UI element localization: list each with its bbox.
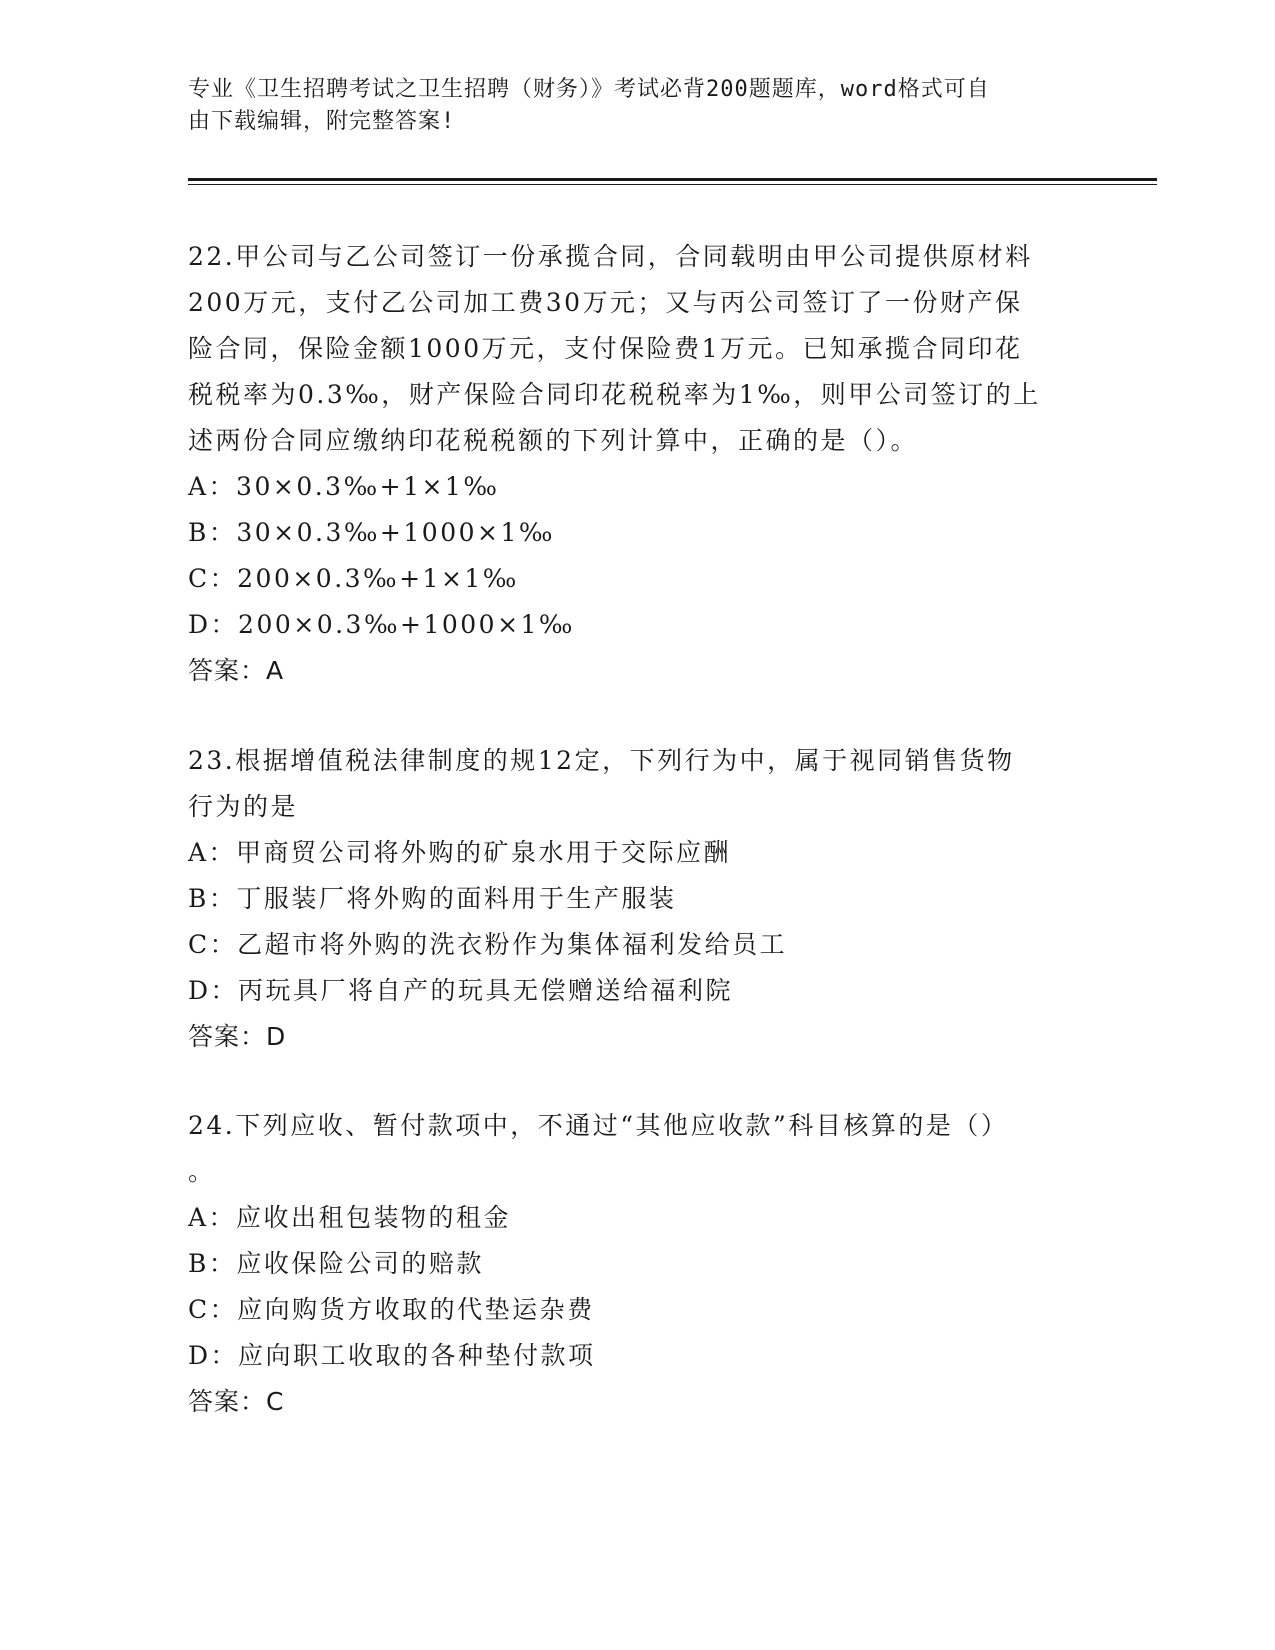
stem-line: 24.下列应收、暂付款项中，不通过“其他应收款”科目核算的是（） (188, 1111, 1009, 1140)
question-stem (188, 234, 1078, 464)
option-c: C：乙超市将外购的洗衣粉作为集体福利发给员工 (188, 930, 788, 959)
option-c: C：200×0.3‰+1×1‰ (188, 564, 519, 593)
option-d: D：200×0.3‰+1000×1‰ (188, 610, 575, 639)
stem-line: 200万元，支付乙公司加工费30万元；又与丙公司签订了一份财产保 (188, 288, 1023, 317)
stem-line: 险合同，保险金额1000万元，支付保险费1万元。已知承揽合同印花 (188, 334, 1023, 363)
answer: 答案：A (188, 656, 285, 685)
option-b: B：30×0.3‰+1000×1‰ (188, 518, 555, 547)
stem-line: 税税率为0.3‰，财产保险合同印花税税率为1‰，则甲公司签订的上 (188, 380, 1041, 409)
option-b: B：丁服装厂将外购的面料用于生产服装 (188, 884, 677, 913)
stem-line: 22.甲公司与乙公司签订一份承揽合同，合同载明由甲公司提供原材料 (188, 242, 1033, 271)
option-a: A：应收出租包装物的租金 (188, 1203, 512, 1232)
option-d: D：丙玩具厂将自产的玩具无偿赠送给福利院 (188, 976, 734, 1005)
option-a: A：甲商贸公司将外购的矿泉水用于交际应酬 (188, 838, 732, 867)
answer: 答案：C (188, 1387, 285, 1416)
option-a: A：30×0.3‰+1×1‰ (188, 472, 500, 501)
stem-line: 23.根据增值税法律制度的规12定，下列行为中，属于视同销售货物 (188, 746, 1015, 775)
option-b: B：应收保险公司的赔款 (188, 1249, 484, 1278)
stem-line: 行为的是 (188, 792, 299, 821)
question-23 (188, 738, 1078, 1060)
option-d: D：应向职工收取的各种垫付款项 (188, 1341, 596, 1370)
header-divider-thin (188, 184, 1157, 185)
header-divider-thick (188, 178, 1157, 181)
question-stem (188, 738, 1078, 830)
question-stem (188, 1103, 1078, 1195)
stem-line: 。 (188, 1157, 216, 1186)
header-line-1: 专业《卫生招聘考试之卫生招聘（财务）》考试必背200题题库，word格式可自 (188, 77, 990, 102)
question-24 (188, 1103, 1078, 1425)
document-header (188, 74, 1068, 138)
answer: 答案：D (188, 1022, 287, 1051)
question-22 (188, 234, 1078, 694)
header-line-2: 由下载编辑，附完整答案! (188, 109, 456, 134)
stem-line: 述两份合同应缴纳印花税税额的下列计算中，正确的是（）。 (188, 426, 919, 455)
option-c: C：应向购货方收取的代垫运杂费 (188, 1295, 595, 1324)
